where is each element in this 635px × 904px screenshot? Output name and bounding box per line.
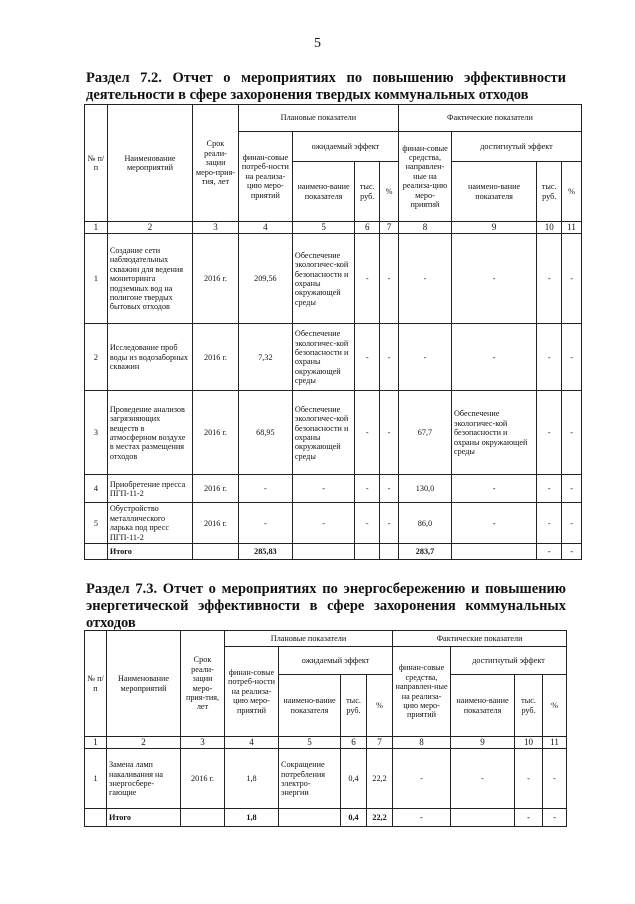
header-plan-eff-name: наимено-вание показателя <box>292 162 354 222</box>
header-num: № п/п <box>85 631 107 737</box>
cell-plan-fin: - <box>238 475 292 503</box>
section-73-title-line2: энергетической эффективности в сфере захоронения коммунальных <box>86 598 566 614</box>
cell-plan-eff-pct: - <box>380 234 399 324</box>
cell-num: 2 <box>85 324 108 391</box>
col-number: 3 <box>181 737 225 749</box>
cell-plan-eff-rub: - <box>355 234 380 324</box>
total-plan-fin: 285,83 <box>238 544 292 560</box>
section-73-title <box>86 581 566 632</box>
header-name: Наименование мероприятий <box>107 105 192 222</box>
header-plan-eff-rub: тыс. руб. <box>341 675 367 737</box>
total-plan-fin: 1,8 <box>225 809 279 827</box>
cell-fact-eff-name: - <box>451 503 536 544</box>
total-fact-pct: - <box>562 544 582 560</box>
col-number: 1 <box>85 737 107 749</box>
total-fact-rub: - <box>537 544 562 560</box>
header-fact-eff-rub: тыс. руб. <box>515 675 543 737</box>
header-plan-effect: ожидаемый эффект <box>279 647 393 675</box>
header-fact: Фактические показатели <box>393 631 567 647</box>
cell-name: Создание сети наблюдательных скважин для ведения мониторинга подземных вод на полигоне твердых бытовых отходов <box>107 234 192 324</box>
cell-fact-fin: - <box>398 234 451 324</box>
cell-plan-eff-rub: - <box>355 324 380 391</box>
cell-fact-eff-rub: - <box>537 475 562 503</box>
cell-fact-fin: 86,0 <box>398 503 451 544</box>
cell-num: 5 <box>85 503 108 544</box>
header-plan: Плановые показатели <box>225 631 393 647</box>
header-fact-eff-pct: % <box>543 675 567 737</box>
cell-fact-eff-rub: - <box>537 324 562 391</box>
cell-plan-eff-rub: - <box>355 503 380 544</box>
cell-fact-eff-pct: - <box>562 391 582 475</box>
col-number: 7 <box>367 737 393 749</box>
header-fact-fin: финан-совые средства, направлен-ные на реализа-цию меро-приятий <box>393 647 451 737</box>
cell-term: 2016 г. <box>193 324 239 391</box>
col-number: 2 <box>107 222 192 234</box>
total-label: Итого <box>107 809 181 827</box>
total-row <box>85 809 567 827</box>
cell-term: 2016 г. <box>193 475 239 503</box>
cell-plan-fin: 7,32 <box>238 324 292 391</box>
header-plan-eff-name: наимено-вание показателя <box>279 675 341 737</box>
cell-plan-eff-name: - <box>292 475 354 503</box>
cell-plan-eff-rub: 0,4 <box>341 749 367 809</box>
cell-fact-eff-pct: - <box>543 749 567 809</box>
col-number: 6 <box>341 737 367 749</box>
col-number: 10 <box>537 222 562 234</box>
col-number: 10 <box>515 737 543 749</box>
cell-fact-eff-pct: - <box>562 475 582 503</box>
header-num: № п/п <box>85 105 108 222</box>
cell-fact-eff-name: - <box>451 749 515 809</box>
cell-plan-fin: 68,95 <box>238 391 292 475</box>
col-number: 4 <box>225 737 279 749</box>
header-fact-effect: достигнутый эффект <box>451 647 567 675</box>
table-row <box>85 503 582 544</box>
table-row <box>85 475 582 503</box>
header-term: Срок реали-зации меро-прия-тия, лет <box>193 105 239 222</box>
col-number: 9 <box>451 737 515 749</box>
table-row <box>85 749 567 809</box>
cell-name: Замена ламп накаливания на энергосбере-гающие <box>107 749 181 809</box>
col-number: 2 <box>107 737 181 749</box>
cell-plan-eff-pct: - <box>380 324 399 391</box>
table-row <box>85 234 582 324</box>
header-fact-eff-rub: тыс. руб. <box>537 162 562 222</box>
total-fact-pct: - <box>543 809 567 827</box>
total-plan-pct: 22,2 <box>367 809 393 827</box>
cell-plan-eff-pct: - <box>380 503 399 544</box>
cell-term: 2016 г. <box>193 391 239 475</box>
cell-plan-eff-pct: 22,2 <box>367 749 393 809</box>
col-number: 5 <box>292 222 354 234</box>
header-fact-eff-pct: % <box>562 162 582 222</box>
col-number: 6 <box>355 222 380 234</box>
cell-plan-eff-name: Обеспечение экологичес-кой безопасности и охраны окружающей среды <box>292 234 354 324</box>
cell-fact-eff-rub: - <box>537 503 562 544</box>
cell-num: 4 <box>85 475 108 503</box>
col-number: 9 <box>451 222 536 234</box>
header-plan-fin: финан-совые потреб-ности на реализа-цию меро-приятий <box>238 132 292 222</box>
cell-name: Проведение анализов загрязняющих веществ в атмосферном воздухе в местах размещения отходов <box>107 391 192 475</box>
cell-fact-eff-pct: - <box>562 234 582 324</box>
cell-fact-eff-pct: - <box>562 324 582 391</box>
section-72-title-line2: деятельности в сфере захоронения твердых коммунальных отходов <box>86 87 529 103</box>
cell-num: 3 <box>85 391 108 475</box>
col-number: 4 <box>238 222 292 234</box>
section-73-title-line3: отходов <box>86 615 136 631</box>
cell-fact-fin: - <box>393 749 451 809</box>
col-number: 1 <box>85 222 108 234</box>
section-72-table <box>84 104 582 560</box>
header-fact-effect: достигнутый эффект <box>451 132 581 162</box>
cell-num: 1 <box>85 749 107 809</box>
cell-num: 1 <box>85 234 108 324</box>
header-fact-fin: финан-совые средства, направлен-ные на реализа-цию меро-приятий <box>398 132 451 222</box>
col-number: 8 <box>398 222 451 234</box>
section-72-title-line1: Раздел 7.2. Отчет о мероприятиях по повышению эффективности <box>86 70 566 86</box>
header-plan-eff-pct: % <box>380 162 399 222</box>
cell-fact-fin: - <box>398 324 451 391</box>
cell-plan-eff-name: Обеспечение экологичес-кой безопасности и охраны окружающей среды <box>292 324 354 391</box>
table-row <box>85 324 582 391</box>
col-number: 8 <box>393 737 451 749</box>
col-number: 5 <box>279 737 341 749</box>
col-number: 11 <box>562 222 582 234</box>
header-fact-eff-name: наимено-вание показателя <box>451 675 515 737</box>
header-plan-effect: ожидаемый эффект <box>292 132 398 162</box>
cell-plan-fin: 209,56 <box>238 234 292 324</box>
cell-fact-fin: 130,0 <box>398 475 451 503</box>
cell-term: 2016 г. <box>181 749 225 809</box>
total-plan-rub: 0,4 <box>341 809 367 827</box>
header-fact-eff-name: наимено-вание показателя <box>451 162 536 222</box>
cell-fact-eff-name: - <box>451 475 536 503</box>
col-number: 11 <box>543 737 567 749</box>
header-plan: Плановые показатели <box>238 105 398 132</box>
header-plan-eff-pct: % <box>367 675 393 737</box>
total-fact-fin: 283,7 <box>398 544 451 560</box>
total-row <box>85 544 582 560</box>
column-numbers-row <box>85 222 582 234</box>
total-fact-rub: - <box>515 809 543 827</box>
section-73-table <box>84 630 567 827</box>
cell-term: 2016 г. <box>193 234 239 324</box>
col-number: 7 <box>380 222 399 234</box>
header-fact: Фактические показатели <box>398 105 581 132</box>
cell-term: 2016 г. <box>193 503 239 544</box>
cell-plan-eff-pct: - <box>380 475 399 503</box>
cell-plan-eff-rub: - <box>355 391 380 475</box>
cell-plan-fin: 1,8 <box>225 749 279 809</box>
header-term: Срок реали-зации меро-прия-тия, лет <box>181 631 225 737</box>
cell-plan-eff-name: Сокращение потребления электро-энергии <box>279 749 341 809</box>
total-fact-fin: - <box>393 809 451 827</box>
cell-fact-eff-pct: - <box>562 503 582 544</box>
section-73-title-line1: Раздел 7.3. Отчет о мероприятиях по энергосбережению и повышению <box>86 581 566 597</box>
header-plan-eff-rub: тыс. руб. <box>355 162 380 222</box>
section-72-title <box>86 70 566 104</box>
cell-fact-eff-rub: - <box>537 234 562 324</box>
cell-plan-eff-name: - <box>292 503 354 544</box>
header-plan-fin: финан-совые потреб-ности на реализа-цию меро-приятий <box>225 647 279 737</box>
col-number: 3 <box>193 222 239 234</box>
cell-plan-eff-rub: - <box>355 475 380 503</box>
cell-name: Обустройство металлического ларька под пресс ПГП-11-2 <box>107 503 192 544</box>
total-label: Итого <box>107 544 192 560</box>
header-name: Наименование мероприятий <box>107 631 181 737</box>
cell-fact-eff-name: Обеспечение экологичес-кой безопасности и охраны окружающей среды <box>451 391 536 475</box>
cell-fact-eff-rub: - <box>515 749 543 809</box>
cell-fact-eff-rub: - <box>537 391 562 475</box>
column-numbers-row <box>85 737 567 749</box>
cell-plan-fin: - <box>238 503 292 544</box>
cell-fact-eff-name: - <box>451 234 536 324</box>
cell-name: Приобретение пресса ПГП-11-2 <box>107 475 192 503</box>
cell-plan-eff-name: Обеспечение экологичес-кой безопасности и охраны окружающей среды <box>292 391 354 475</box>
table-row <box>85 391 582 475</box>
cell-fact-fin: 67,7 <box>398 391 451 475</box>
cell-fact-eff-name: - <box>451 324 536 391</box>
cell-name: Исследование проб воды из водозаборных скважин <box>107 324 192 391</box>
cell-plan-eff-pct: - <box>380 391 399 475</box>
page-number: 5 <box>314 36 321 51</box>
